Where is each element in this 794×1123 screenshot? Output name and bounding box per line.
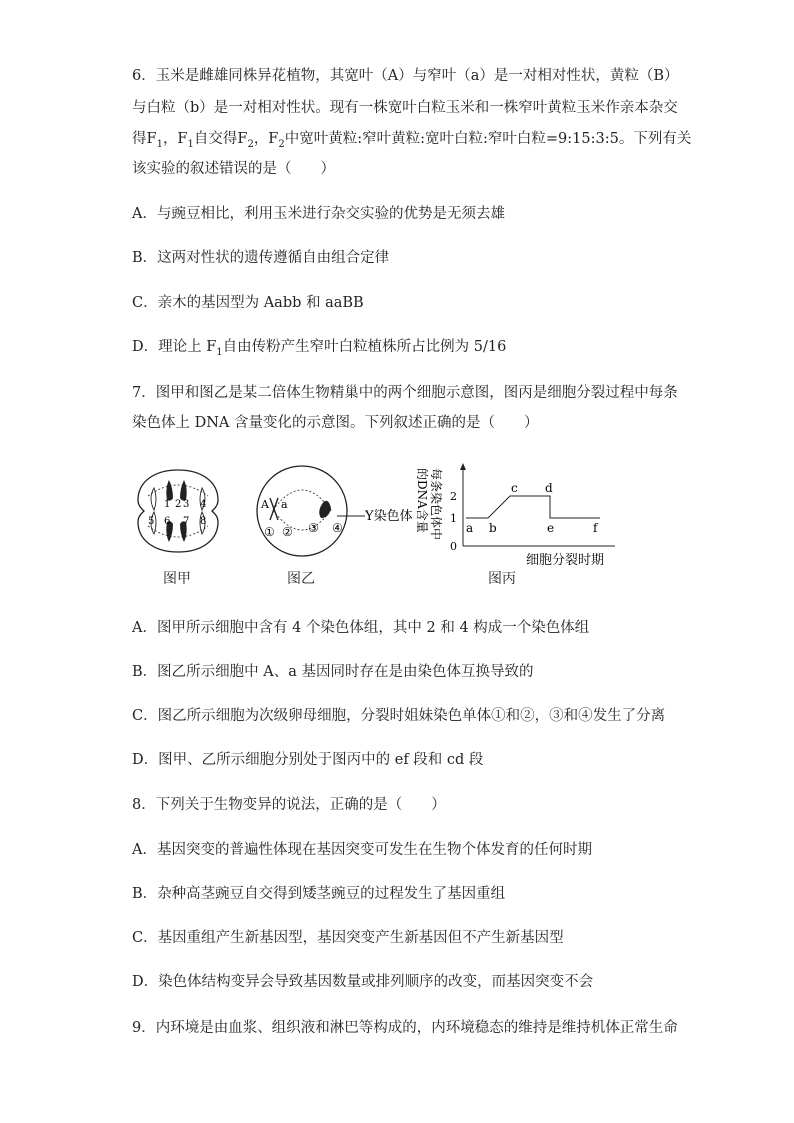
jia-num-5: 5 [148, 516, 155, 527]
q8-option-c[interactable]: C．基因重组产生新基因型，基因突变产生新基因但不产生新基因型 [132, 930, 564, 946]
q6-stem-line1: 6．玉米是雌雄同株异花植物，其宽叶（A）与窄叶（a）是一对相对性状，黄粒（B） [132, 68, 679, 84]
bing-xlabel: 细胞分裂时期 [526, 553, 605, 568]
yi-num-3: ③ [308, 521, 319, 535]
caption-bing: 图丙 [488, 571, 516, 587]
yi-gene-A: A [261, 498, 269, 511]
q6-option-c[interactable]: C．亲木的基因型为 Aabb 和 aaBB [132, 295, 364, 311]
q6-stem-line2: 与白粒（b）是一对相对性状。现有一株宽叶白粒玉米和一株窄叶黄粒玉米作亲本杂交 [132, 100, 678, 116]
bing-ylabel-2: 的DNA含量 [415, 468, 429, 533]
q8-option-b[interactable]: B．杂种高茎豌豆自交得到矮茎豌豆的过程发生了基因重组 [132, 886, 506, 902]
q6-stem-line4: 该实验的叙述错误的是（ ） [132, 161, 335, 177]
jia-num-6: 6 [164, 516, 171, 527]
jia-num-8: 8 [200, 516, 207, 527]
figure-bing [415, 460, 620, 570]
q8-option-d[interactable]: D．染色体结构变异会导致基因数量或排列顺序的改变，而基因突变不会 [132, 974, 594, 990]
figure-yi [253, 464, 428, 558]
yi-gene-a: a [281, 498, 288, 511]
q8-stem: 8．下列关于生物变异的说法，正确的是（ ） [132, 797, 446, 813]
q7-stem-line1: 7．图甲和图乙是某二倍体生物精巢中的两个细胞示意图，图丙是细胞分裂过程中每条 [132, 385, 678, 401]
bing-point-b: b [489, 521, 497, 535]
q7-option-c[interactable]: C．图乙所示细胞为次级卵母细胞，分裂时姐妹染色单体①和②，③和④发生了分离 [132, 708, 666, 724]
bing-ylabel-1: 每条染色体中 [429, 468, 443, 541]
q9-stem-line1: 9．内环境是由血浆、组织液和淋巴等构成的，内环境稳态的维持是维持机体正常生命 [132, 1020, 678, 1036]
jia-num-1: 1 [164, 499, 171, 510]
yi-num-2: ② [282, 525, 293, 539]
jia-num-3: 3 [183, 499, 190, 510]
q6-option-a[interactable]: A．与豌豆相比，利用玉米进行杂交实验的优势是无须去雄 [132, 206, 505, 222]
bing-tick-1: 1 [450, 512, 457, 525]
caption-yi: 图乙 [287, 571, 315, 587]
jia-num-2: 2 [175, 499, 182, 510]
q8-option-a[interactable]: A．基因突变的普遍性体现在基因突变可发生在生物个体发育的任何时期 [132, 842, 592, 858]
bing-point-d: d [545, 481, 553, 495]
bing-tick-2: 2 [450, 490, 457, 503]
q7-option-a[interactable]: A．图甲所示细胞中含有 4 个染色体组，其中 2 和 4 构成一个染色体组 [132, 620, 590, 636]
bing-point-e: e [547, 521, 555, 535]
figure-jia [134, 466, 222, 556]
caption-jia: 图甲 [163, 571, 191, 587]
q7-stem-line2: 染色体上 DNA 含量变化的示意图。下列叙述正确的是（ ） [132, 415, 539, 431]
q7-option-d[interactable]: D．图甲、乙所示细胞分别处于图丙中的 ef 段和 cd 段 [132, 752, 484, 768]
bing-point-f: f [593, 521, 598, 535]
yi-y-chromosome-label: Y染色体 [365, 509, 413, 524]
yi-num-1: ① [264, 525, 275, 539]
yi-num-4: ④ [332, 521, 343, 535]
q6-option-d[interactable]: D．理论上 $F_1$自由传粉产生窄叶白粒植株所占比例为 5/16 [132, 339, 507, 358]
q6-option-b[interactable]: B．这两对性状的遗传遵循自由组合定律 [132, 250, 390, 266]
jia-num-7: 7 [183, 516, 190, 527]
bing-point-a: a [466, 521, 474, 535]
bing-point-c: c [511, 481, 518, 495]
jia-num-4: 4 [200, 499, 207, 510]
q6-stem-line3: 得$F_1$，$F_1$自交得$F_2$，$F_2$中宽叶黄粒:窄叶黄粒:宽叶白粒:窄叶白粒=9:15:3:5。下列有关 [132, 131, 692, 150]
q7-option-b[interactable]: B．图乙所示细胞中 A、a 基因同时存在是由染色体互换导致的 [132, 664, 534, 680]
bing-tick-0: 0 [450, 540, 457, 553]
